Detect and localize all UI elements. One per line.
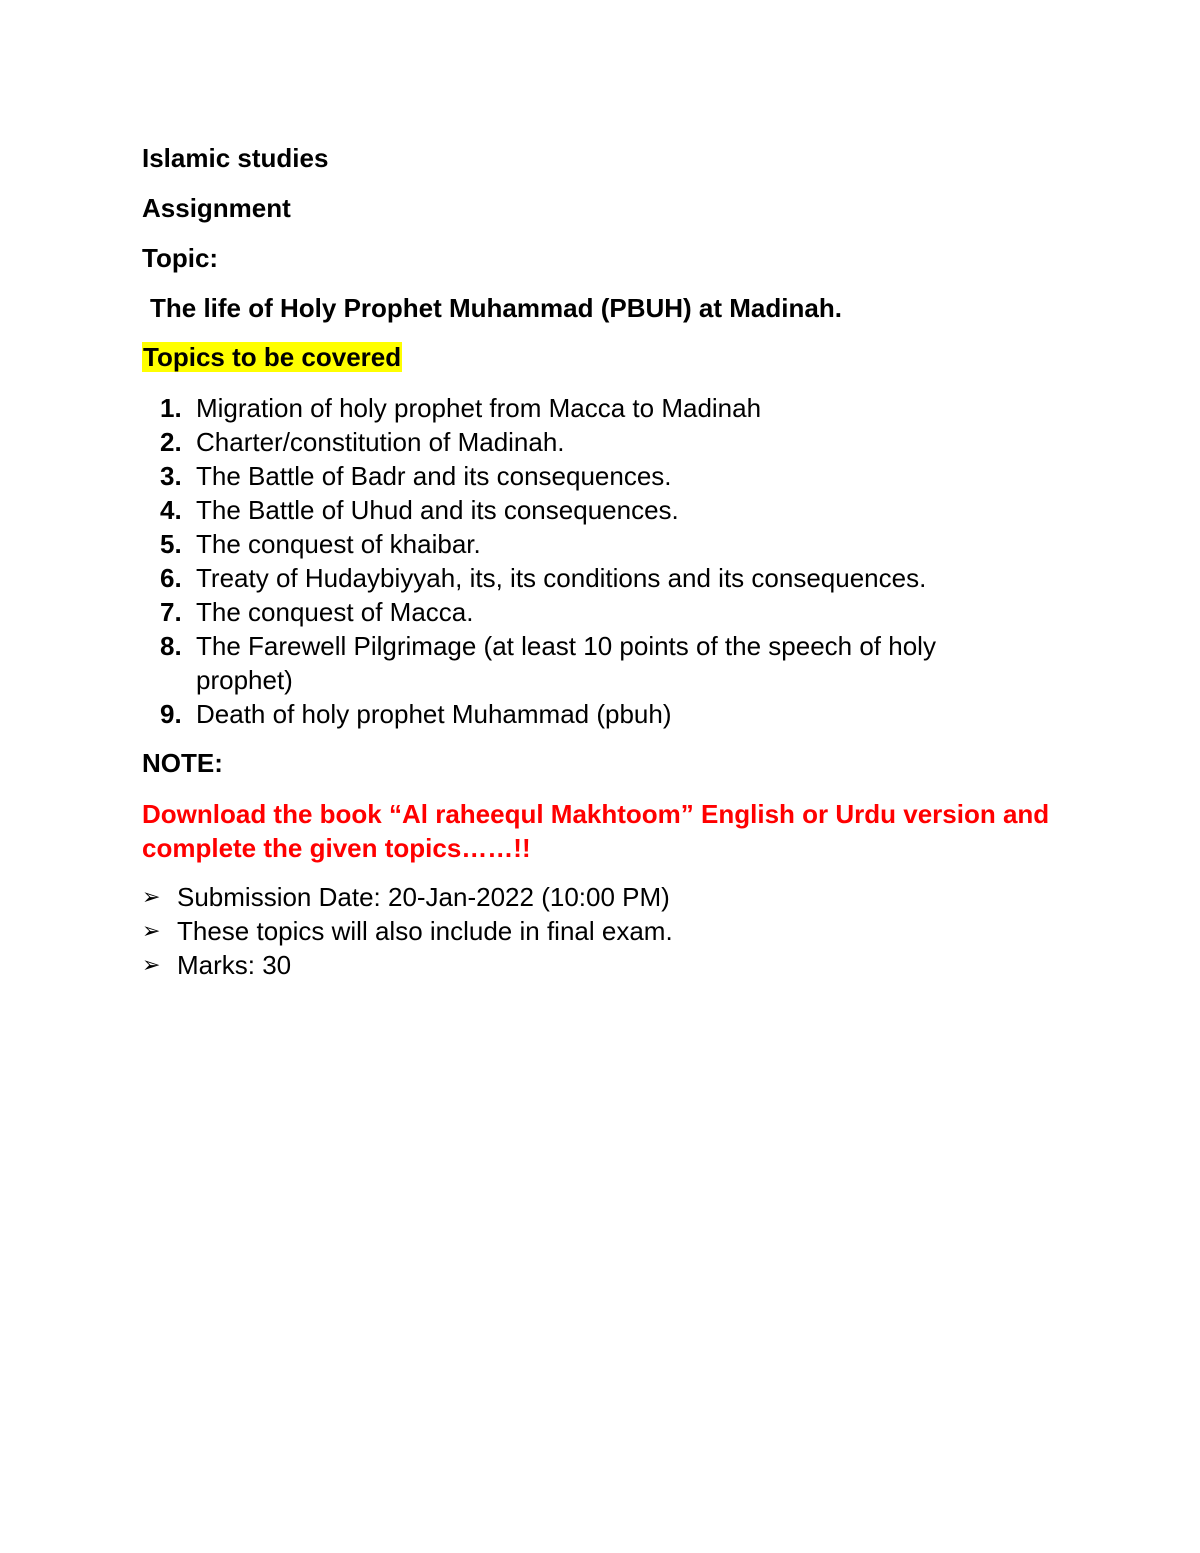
list-item-number: 4. (160, 495, 182, 525)
arrowhead-bullet-icon: ➢ (142, 952, 161, 977)
list-item-number: 2. (160, 427, 182, 457)
arrowhead-bullet-icon: ➢ (142, 918, 161, 943)
list-item (160, 595, 996, 629)
exam-note: These topics will also include in final exam. (177, 916, 673, 946)
list-item-number: 1. (160, 393, 182, 423)
topics-covered-heading (142, 342, 402, 372)
note-label: NOTE: (142, 748, 223, 778)
arrowhead-bullet-icon: ➢ (142, 884, 161, 909)
list-item (142, 880, 673, 914)
list-item-number: 3. (160, 461, 182, 491)
list-item-number: 7. (160, 597, 182, 627)
list-item (160, 425, 996, 459)
list-item (160, 493, 996, 527)
list-item (160, 391, 996, 425)
list-item (160, 561, 996, 595)
list-item-text: The conquest of khaibar. (196, 529, 481, 559)
list-item-number: 5. (160, 529, 182, 559)
list-item-text: The conquest of Macca. (196, 597, 474, 627)
subject-heading: Islamic studies (142, 143, 329, 173)
marks: Marks: 30 (177, 950, 292, 980)
list-item-text: The Battle of Uhud and its consequences. (196, 495, 679, 525)
topics-list (160, 391, 996, 731)
list-item-number: 9. (160, 699, 182, 729)
list-item-number: 6. (160, 563, 182, 593)
list-item (160, 697, 996, 731)
list-item-text: Treaty of Hudaybiyyah, its, its conditions and its consequences. (196, 563, 927, 593)
details-list (142, 880, 673, 982)
note-instruction: Download the book “Al raheequl Makhtoom” English or Urdu version and complete the given topics……!! (142, 799, 1050, 863)
list-item (142, 914, 673, 948)
list-item-text: Migration of holy prophet from Macca to Madinah (196, 393, 762, 423)
list-item-text: The Farewell Pilgrimage (at least 10 points of the speech of holy prophet) (196, 631, 936, 695)
list-item (160, 629, 996, 697)
list-item (142, 948, 673, 982)
list-item-text: The Battle of Badr and its consequences. (196, 461, 672, 491)
list-item (160, 527, 996, 561)
list-item-text: Charter/constitution of Madinah. (196, 427, 565, 457)
list-item-text: Death of holy prophet Muhammad (pbuh) (196, 699, 672, 729)
assignment-heading: Assignment (142, 193, 291, 223)
list-item-number: 8. (160, 631, 182, 661)
topic-title: The life of Holy Prophet Muhammad (PBUH) at Madinah. (150, 293, 842, 323)
topic-label: Topic: (142, 243, 219, 273)
topics-covered-highlight: Topics to be covered (143, 342, 402, 372)
list-item (160, 459, 996, 493)
submission-date: Submission Date: 20-Jan-2022 (10:00 PM) (177, 882, 670, 912)
